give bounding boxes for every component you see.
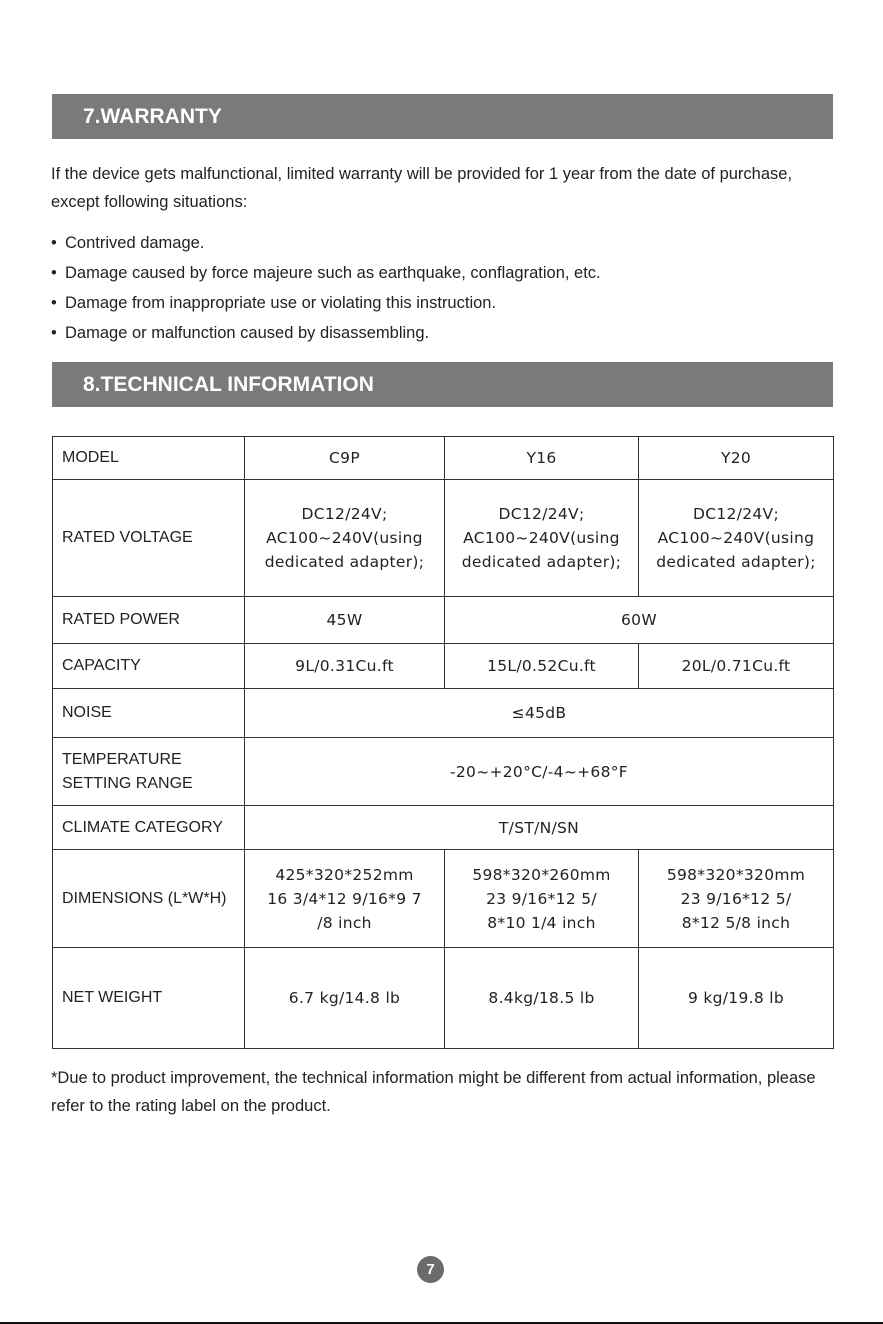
power-y16-y20: 60W bbox=[445, 597, 834, 644]
table-row bbox=[53, 597, 834, 644]
technical-spec-table bbox=[52, 436, 834, 1049]
voltage-line: DC12/24V; bbox=[498, 505, 585, 523]
dimensions-y20 bbox=[639, 850, 834, 948]
capacity-y20: 20L/0.71Cu.ft bbox=[639, 644, 834, 689]
dimension-line: 8*10 1/4 inch bbox=[487, 913, 596, 932]
table-row bbox=[53, 948, 834, 1049]
technical-section-heading: 8.TECHNICAL INFORMATION bbox=[52, 362, 833, 407]
dimension-line: 23 9/16*12 5/ bbox=[680, 889, 792, 908]
table-row bbox=[53, 806, 834, 850]
model-y16: Y16 bbox=[445, 437, 639, 480]
table-row bbox=[53, 437, 834, 480]
voltage-line: dedicated adapter); bbox=[656, 553, 816, 571]
table-row bbox=[53, 644, 834, 689]
capacity-y16: 15L/0.52Cu.ft bbox=[445, 644, 639, 689]
temperature-range-value: -20~+20°C/-4~+68°F bbox=[245, 738, 834, 806]
capacity-c9p: 9L/0.31Cu.ft bbox=[245, 644, 445, 689]
row-label-climate: CLIMATE CATEGORY bbox=[53, 806, 245, 850]
weight-c9p: 6.7 kg/14.8 lb bbox=[245, 948, 445, 1049]
model-c9p: C9P bbox=[245, 437, 445, 480]
voltage-line: AC100~240V(using bbox=[657, 529, 815, 547]
dimension-line: 598*320*260mm bbox=[472, 865, 611, 884]
dimension-line: 8*12 5/8 inch bbox=[681, 913, 791, 932]
row-label-noise: NOISE bbox=[53, 689, 245, 738]
voltage-line: dedicated adapter); bbox=[264, 553, 425, 571]
weight-y20: 9 kg/19.8 lb bbox=[639, 948, 834, 1049]
voltage-line: AC100~240V(using bbox=[463, 529, 620, 547]
list-item: • Damage from inappropriate use or violating this instruction. bbox=[51, 288, 601, 318]
table-row bbox=[53, 850, 834, 948]
voltage-line: AC100~240V(using bbox=[266, 529, 423, 547]
dimension-line: 23 9/16*12 5/ bbox=[486, 889, 597, 908]
row-label-capacity: CAPACITY bbox=[53, 644, 245, 689]
noise-value: ≤45dB bbox=[245, 689, 834, 738]
model-y20: Y20 bbox=[639, 437, 834, 480]
label-line: TEMPERATURE bbox=[62, 750, 182, 768]
table-row bbox=[53, 689, 834, 738]
dimensions-y16 bbox=[445, 850, 639, 948]
page-number-badge: 7 bbox=[417, 1256, 444, 1283]
dimensions-c9p bbox=[245, 850, 445, 948]
climate-value: T/ST/N/SN bbox=[245, 806, 834, 850]
voltage-line: DC12/24V; bbox=[693, 505, 779, 523]
label-line: SETTING RANGE bbox=[62, 774, 193, 792]
voltage-c9p bbox=[245, 480, 445, 597]
dimension-line: 425*320*252mm bbox=[275, 865, 414, 884]
power-c9p: 45W bbox=[245, 597, 445, 644]
weight-y16: 8.4kg/18.5 lb bbox=[445, 948, 639, 1049]
voltage-line: dedicated adapter); bbox=[461, 553, 622, 571]
dimension-line: 16 3/4*12 9/16*9 7 bbox=[267, 889, 422, 908]
list-item: • Damage or malfunction caused by disassembling. bbox=[51, 318, 601, 348]
warranty-exceptions-list bbox=[51, 228, 601, 348]
row-label-temperature bbox=[53, 738, 245, 806]
row-label-dimensions: DIMENSIONS (L*W*H) bbox=[53, 850, 245, 948]
row-label-rated-power: RATED POWER bbox=[53, 597, 245, 644]
warranty-section-heading: 7.WARRANTY bbox=[52, 94, 833, 139]
dimension-line: /8 inch bbox=[317, 913, 372, 932]
list-item: • Contrived damage. bbox=[51, 228, 601, 258]
dimension-line: 598*320*320mm bbox=[666, 865, 806, 884]
warranty-intro-text: If the device gets malfunctional, limited warranty will be provided for 1 year from the date of purchase, except following situations: bbox=[51, 165, 793, 211]
table-row bbox=[53, 738, 834, 806]
list-item: • Damage caused by force majeure such as earthquake, conflagration, etc. bbox=[51, 258, 601, 288]
row-label-net-weight: NET WEIGHT bbox=[53, 948, 245, 1049]
row-label-model: MODEL bbox=[53, 437, 245, 480]
voltage-y20 bbox=[639, 480, 834, 597]
voltage-line: DC12/24V; bbox=[301, 505, 388, 523]
row-label-rated-voltage: RATED VOLTAGE bbox=[53, 480, 245, 597]
table-row bbox=[53, 480, 834, 597]
voltage-y16 bbox=[445, 480, 639, 597]
footnote-text: *Due to product improvement, the technical information might be different from actual information, please refer to the rating label on the product. bbox=[51, 1069, 816, 1115]
